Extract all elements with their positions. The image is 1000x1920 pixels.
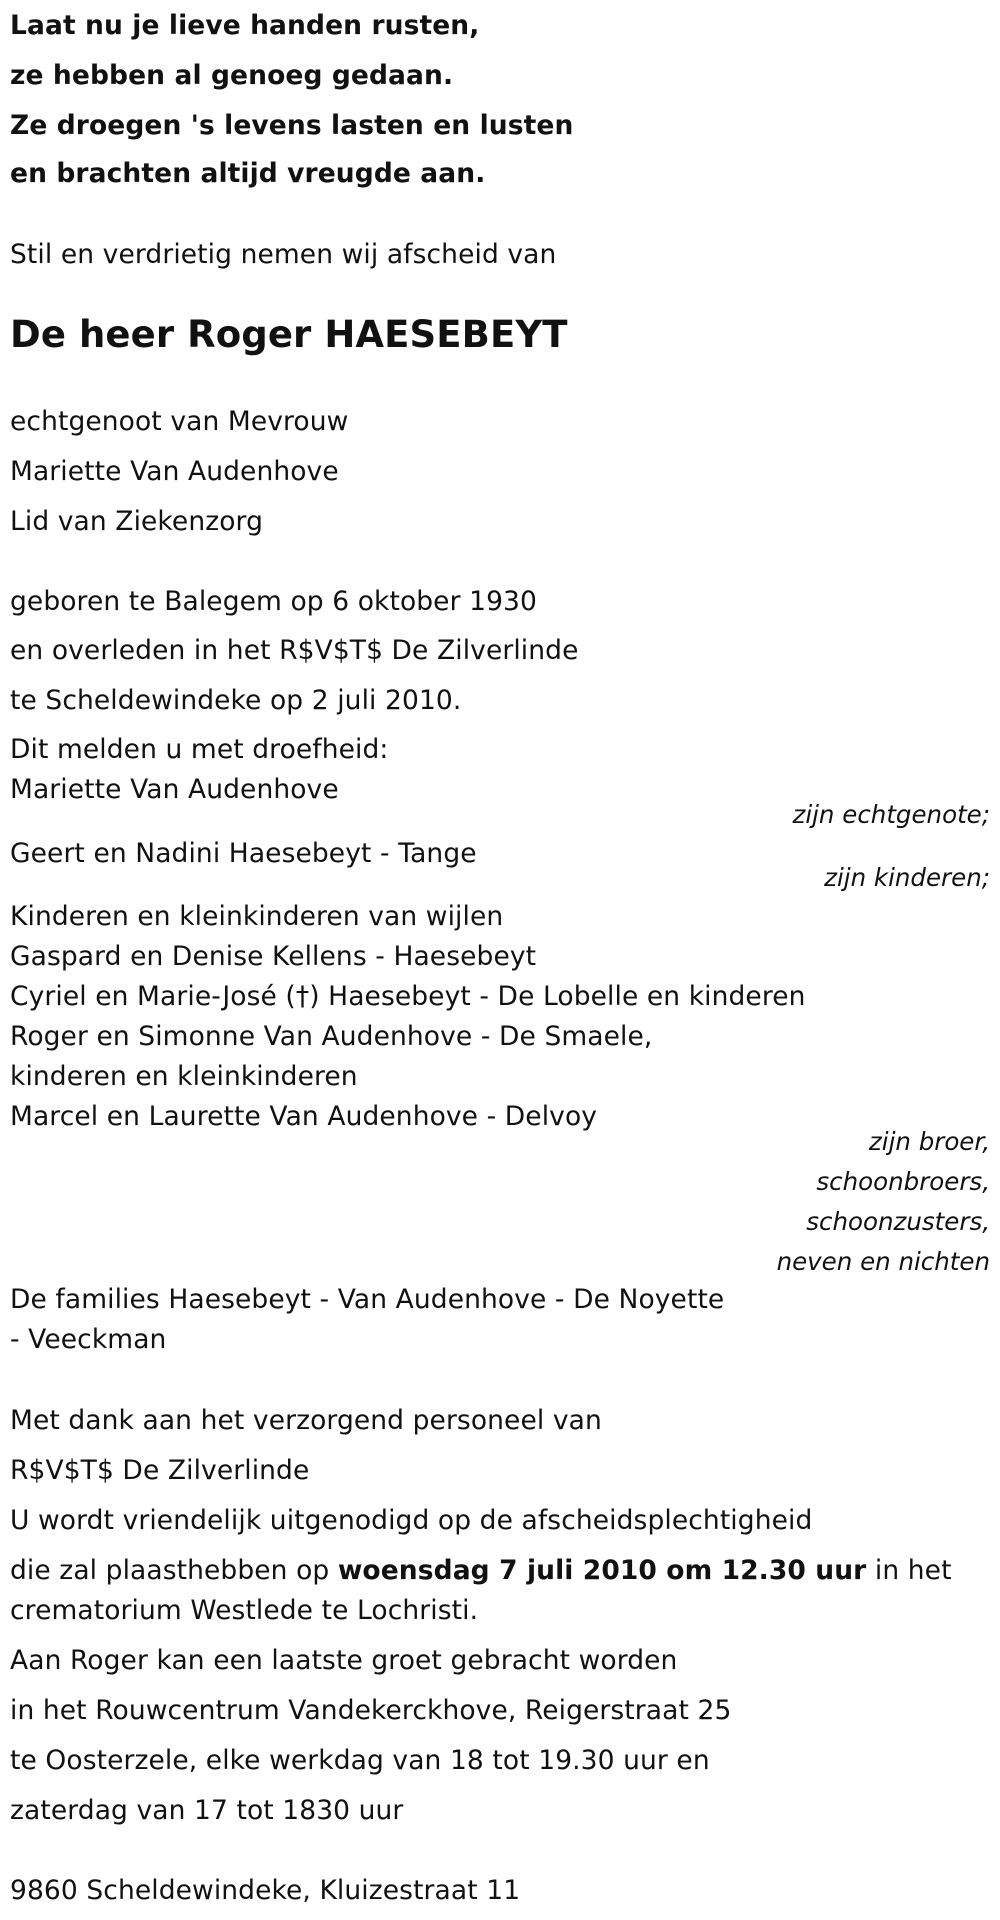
mourner-widow-relation: zijn echtgenote;	[792, 800, 990, 829]
thanks-line-2: R$V$T$ De Zilverlinde	[10, 1455, 310, 1486]
sibling-line: kinderen en kleinkinderen	[10, 1061, 358, 1092]
announce-text: Dit melden u met droefheid:	[10, 734, 389, 765]
ceremony-datetime: woensdag 7 juli 2010 om 12.30 uur	[337, 1555, 867, 1586]
poem-line-3: Ze droegen 's levens lasten en lusten	[10, 110, 574, 141]
spouse-line-2: Mariette Van Audenhove	[10, 456, 339, 487]
intro-text: Stil en verdrietig nemen wij afscheid van	[10, 239, 557, 270]
born-text: geboren te Balegem op 6 oktober 1930	[10, 586, 537, 617]
mourner-children: Geert en Nadini Haesebeyt - Tange	[10, 838, 477, 869]
died-text: en overleden in het R$V$T$ De Zilverlinde	[10, 635, 579, 666]
deceased-name: De heer Roger HAESEBEYT	[10, 313, 568, 356]
sibling-relation: schoonbroers,	[816, 1167, 990, 1196]
poem-line-2: ze hebben al genoeg gedaan.	[10, 60, 454, 91]
ceremony-location: crematorium Westlede te Lochristi.	[10, 1595, 479, 1626]
ceremony-suffix: in het	[866, 1555, 952, 1586]
place-date-text: te Scheldewindeke op 2 juli 2010.	[10, 685, 462, 716]
visit-line-3: te Oosterzele, elke werkdag van 18 tot 19.30 uur en	[10, 1745, 710, 1776]
families-line: De families Haesebeyt - Van Audenhove - De Noyette	[10, 1284, 725, 1315]
mourner-widow: Mariette Van Audenhove	[10, 774, 339, 805]
visit-line-2: in het Rouwcentrum Vandekerckhove, Reigerstraat 25	[10, 1695, 732, 1726]
sibling-relation: schoonzusters,	[806, 1207, 990, 1236]
sibling-relation: neven en nichten	[776, 1247, 990, 1276]
ceremony-prefix: die zal plaasthebben op	[10, 1555, 338, 1586]
address-text: 9860 Scheldewindeke, Kluizestraat 11	[10, 1875, 521, 1906]
thanks-line-1: Met dank aan het verzorgend personeel van	[10, 1405, 602, 1436]
sibling-relation: zijn broer,	[868, 1127, 990, 1156]
families-line: - Veeckman	[10, 1324, 167, 1355]
mourner-children-relation: zijn kinderen;	[824, 863, 990, 892]
visit-line-1: Aan Roger kan een laatste groet gebracht worden	[10, 1645, 678, 1676]
ceremony-line-1: U wordt vriendelijk uitgenodigd op de afscheidsplechtigheid	[10, 1505, 813, 1536]
spouse-line-3: Lid van Ziekenzorg	[10, 506, 264, 537]
poem-line-4: en brachten altijd vreugde aan.	[10, 158, 486, 189]
spouse-line-1: echtgenoot van Mevrouw	[10, 406, 349, 437]
poem-line-1: Laat nu je lieve handen rusten,	[10, 10, 480, 41]
sibling-line: Cyriel en Marie-José (†) Haesebeyt - De Lobelle en kinderen	[10, 981, 806, 1012]
sibling-line: Kinderen en kleinkinderen van wijlen	[10, 901, 504, 932]
sibling-line: Gaspard en Denise Kellens - Haesebeyt	[10, 941, 537, 972]
visit-line-4: zaterdag van 17 tot 1830 uur	[10, 1795, 404, 1826]
ceremony-line-2	[10, 1555, 952, 1587]
sibling-line: Roger en Simonne Van Audenhove - De Smaele,	[10, 1021, 653, 1052]
sibling-line: Marcel en Laurette Van Audenhove - Delvoy	[10, 1101, 598, 1132]
